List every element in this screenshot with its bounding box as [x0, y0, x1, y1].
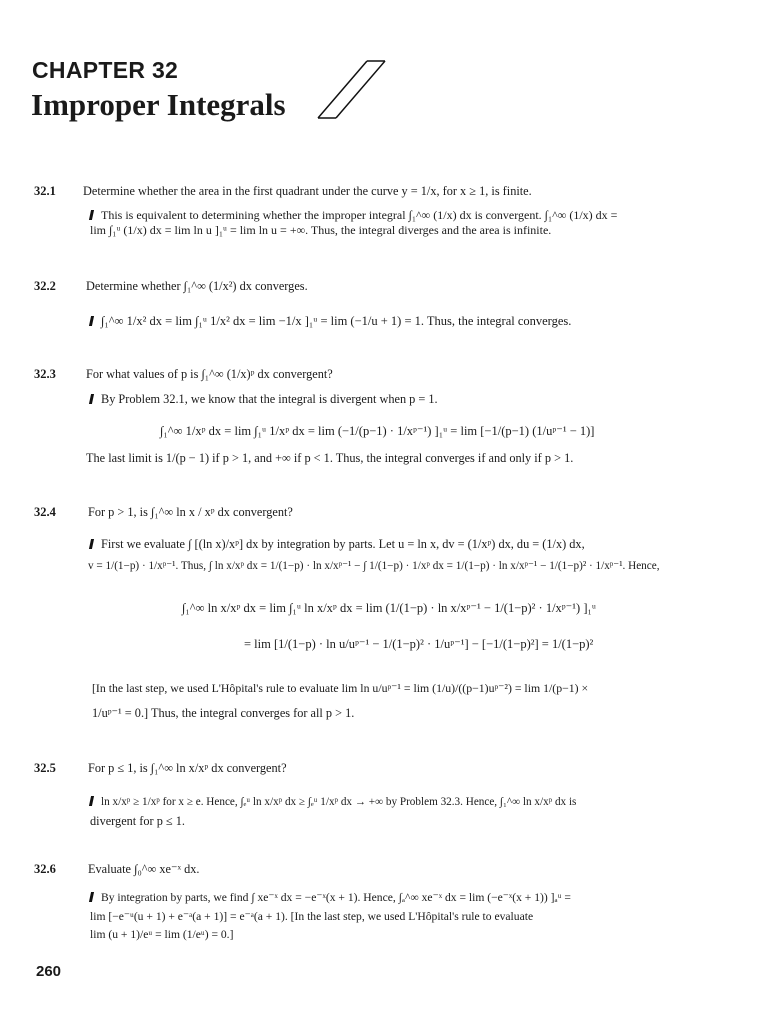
solution-line: lim [−e⁻ᵘ(u + 1) + e⁻ᵃ(a + 1)] = e⁻ᵃ(a + 1). [In the last step, we used L'Hôpital's rule to evaluate	[90, 910, 534, 923]
solution-marker-icon	[89, 316, 94, 326]
problem-statement: Determine whether ∫₁^∞ (1/x²) dx converges.	[86, 279, 308, 293]
problem-number: 32.2	[34, 279, 56, 293]
problem-number: 32.3	[34, 367, 56, 381]
solution-marker-icon	[89, 539, 94, 549]
solution-line: The last limit is 1/(p − 1) if p > 1, and +∞ if p < 1. Thus, the integral converges if and only if p > 1.	[86, 451, 574, 465]
solution-marker-icon	[89, 210, 94, 220]
problem-statement: For p ≤ 1, is ∫₁^∞ ln x/xᵖ dx convergent?	[88, 761, 287, 775]
solution-line: divergent for p ≤ 1.	[90, 814, 185, 828]
solution-line: lim (u + 1)/eᵘ = lim (1/eᵘ) = 0.]	[90, 928, 234, 941]
problem-number: 32.1	[34, 184, 56, 198]
chapter-label: CHAPTER 32	[32, 57, 179, 83]
problem-number: 32.6	[34, 862, 56, 876]
solution-line: [In the last step, we used L'Hôpital's rule to evaluate lim ln u/uᵖ⁻¹ = lim (1/u)/((p−1)uᵖ⁻²) = lim 1/(p−1) ×	[92, 681, 589, 695]
equation: = lim [1/(1−p) · ln u/uᵖ⁻¹ − 1/(1−p)² · 1/uᵖ⁻¹] − [−1/(1−p)²] = 1/(1−p)²	[244, 637, 594, 651]
solution-line: ln x/xᵖ ≥ 1/xᵖ for x ≥ e. Hence, ∫ₑᵘ ln x/xᵖ dx ≥ ∫ₑᵘ 1/xᵖ dx → +∞ by Problem 32.3. Hence, ∫₁^∞ ln x/xᵖ dx is	[90, 796, 576, 808]
solution-line: ∫₁^∞ 1/x² dx = lim ∫₁ᵘ 1/x² dx = lim −1/x ]₁ᵘ = lim (−1/u + 1) = 1. Thus, the integral converges.	[90, 314, 571, 329]
solution-line: First we evaluate ∫ [(ln x)/xᵖ] dx by integration by parts. Let u = ln x, dv = (1/xᵖ) dx, du = (1/x) dx,	[90, 537, 585, 552]
problem-statement: Determine whether the area in the first quadrant under the curve y = 1/x, for x ≥ 1, is finite.	[83, 184, 532, 198]
solution-line: By Problem 32.1, we know that the integral is divergent when p = 1.	[90, 392, 438, 407]
equation: ∫₁^∞ 1/xᵖ dx = lim ∫₁ᵘ 1/xᵖ dx = lim (−1/(p−1) · 1/xᵖ⁻¹) ]₁ᵘ = lim [−1/(p−1) (1/uᵖ⁻¹ − 1)]	[160, 424, 595, 438]
problem-statement: For what values of p is ∫₁^∞ (1/x)ᵖ dx convergent?	[86, 367, 333, 381]
solution-line: 1/uᵖ⁻¹ = 0.] Thus, the integral converges for all p > 1.	[92, 706, 355, 720]
solution-line: lim ∫₁ᵘ (1/x) dx = lim ln u ]₁ᵘ = lim ln u = +∞. Thus, the integral diverges and the area is infinite.	[90, 223, 552, 237]
problem-number: 32.5	[34, 761, 56, 775]
slash-decoration	[312, 58, 388, 120]
problem-number: 32.4	[34, 505, 56, 519]
solution-marker-icon	[89, 796, 94, 806]
chapter-title: Improper Integrals	[31, 87, 286, 122]
solution-marker-icon	[89, 892, 94, 902]
problem-statement: Evaluate ∫₀^∞ xe⁻ˣ dx.	[88, 862, 200, 876]
equation: ∫₁^∞ ln x/xᵖ dx = lim ∫₁ᵘ ln x/xᵖ dx = lim (1/(1−p) · ln x/xᵖ⁻¹ − 1/(1−p)² · 1/xᵖ⁻¹) ]₁ᵘ	[182, 601, 596, 615]
page-number: 260	[36, 963, 62, 980]
problem-statement: For p > 1, is ∫₁^∞ ln x / xᵖ dx convergent?	[88, 505, 293, 519]
solution-line: v = 1/(1−p) · 1/xᵖ⁻¹. Thus, ∫ ln x/xᵖ dx = 1/(1−p) · ln x/xᵖ⁻¹ − ∫ 1/(1−p) · 1/xᵖ dx = 1/(1−p) · ln x/xᵖ⁻¹ − 1/(1−p)² · 1/xᵖ⁻¹. Hence,	[88, 560, 660, 572]
solution-marker-icon	[89, 394, 94, 404]
solution-line: By integration by parts, we find ∫ xe⁻ˣ dx = −e⁻ˣ(x + 1). Hence, ∫ₐ^∞ xe⁻ˣ dx = lim (−e⁻ˣ(x + 1)) ]ₐᵘ =	[90, 890, 571, 904]
solution-line: This is equivalent to determining whether the improper integral ∫₁^∞ (1/x) dx is convergent. ∫₁^∞ (1/x) dx =	[90, 208, 617, 223]
